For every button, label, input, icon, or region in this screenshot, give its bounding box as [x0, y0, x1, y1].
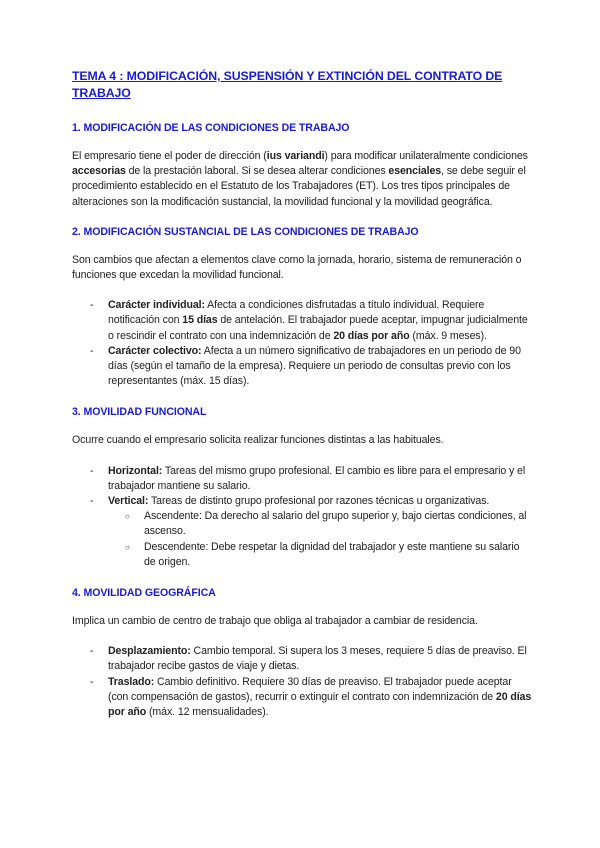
- vertical-sublist: [108, 509, 532, 570]
- section-4-intro: Implica un cambio de centro de trabajo que obliga al trabajador a cambiar de residencia.: [72, 615, 478, 628]
- section-3-heading: 3. MOVILIDAD FUNCIONAL: [72, 406, 207, 419]
- sublist-item-descendente: ○ Descendente: Debe respetar la dignidad del trabajador y este mantiene su salario de origen.: [108, 540, 532, 570]
- sublist-item-ascendente: ○ Ascendente: Da derecho al salario del grupo superior y, bajo ciertas condiciones, al ascenso.: [108, 509, 532, 539]
- section-3-intro: Ocurre cuando el empresario solicita realizar funciones distintas a las habituales.: [72, 434, 444, 447]
- list-item-traslado: - Traslado: Cambio definitivo. Requiere 30 días de preaviso. El trabajador puede aceptar (con compensación de gastos), recurrir o extinguir el contrato con indemnización de 20 días por año (máx. 12 mensualidades).: [72, 675, 532, 721]
- section-1-heading: 1. MODIFICACIÓN DE LAS CONDICIONES DE TRABAJO: [72, 122, 350, 134]
- document-page: [72, 68, 532, 736]
- section-1-paragraph: El empresario tiene el poder de dirección (ius variandi) para modificar unilateralmente condiciones accesorias de la prestación laboral. Si se desea alterar condiciones esenciales, se debe seguir el procedimiento establecido en el Estatuto de los Trabajadores (ET). Los tres tipos principales de alteraciones son la modificación sustancial, la movilidad funcional y la movilidad geográfica.: [72, 150, 528, 208]
- section-3-list: [72, 464, 532, 570]
- section-4-heading: 4. MOVILIDAD GEOGRÁFICA: [72, 587, 216, 600]
- section-2-intro: Son cambios que afectan a elementos clave como la jornada, horario, sistema de remuneración o funciones que excedan la movilidad funcional.: [72, 253, 522, 282]
- list-item-horizontal: - Horizontal: Tareas del mismo grupo profesional. El cambio es libre para el empresario y el trabajador mantiene su salario.: [72, 464, 532, 494]
- list-item-individual: - Carácter individual: Afecta a condiciones disfrutadas a título individual. Requiere notificación con 15 días de antelación. El trabajador puede aceptar, impugnar judicialmente o rescindir el contrato con una indemnización de 20 días por año (máx. 9 meses).: [72, 298, 532, 344]
- document-title: TEMA 4 : MODIFICACIÓN, SUSPENSIÓN Y EXTINCIÓN DEL CONTRATO DE TRABAJO: [72, 69, 503, 100]
- section-4-list: [72, 644, 532, 720]
- section-2-heading: 2. MODIFICACIÓN SUSTANCIAL DE LAS CONDICIONES DE TRABAJO: [72, 225, 419, 238]
- list-item-vertical: - Vertical: Tareas de distinto grupo profesional por razones técnicas u organizativas. ○ Ascendente: Da derecho al salario del grupo superior y, bajo ciertas condiciones, al ascenso. ○ Descendente: Debe respetar la dignidad del trabajador y este mantiene su salario de origen.: [72, 494, 532, 570]
- list-item-desplazamiento: - Desplazamiento: Cambio temporal. Si supera los 3 meses, requiere 5 días de preaviso. El trabajador recibe gastos de viaje y dietas.: [72, 644, 532, 674]
- list-item-colectivo: - Carácter colectivo: Afecta a un número significativo de trabajadores en un periodo de 90 días (según el tamaño de la empresa). Requiere un periodo de consultas previo con los representantes (máx. 15 días).: [72, 344, 532, 390]
- section-2-list: [72, 298, 532, 389]
